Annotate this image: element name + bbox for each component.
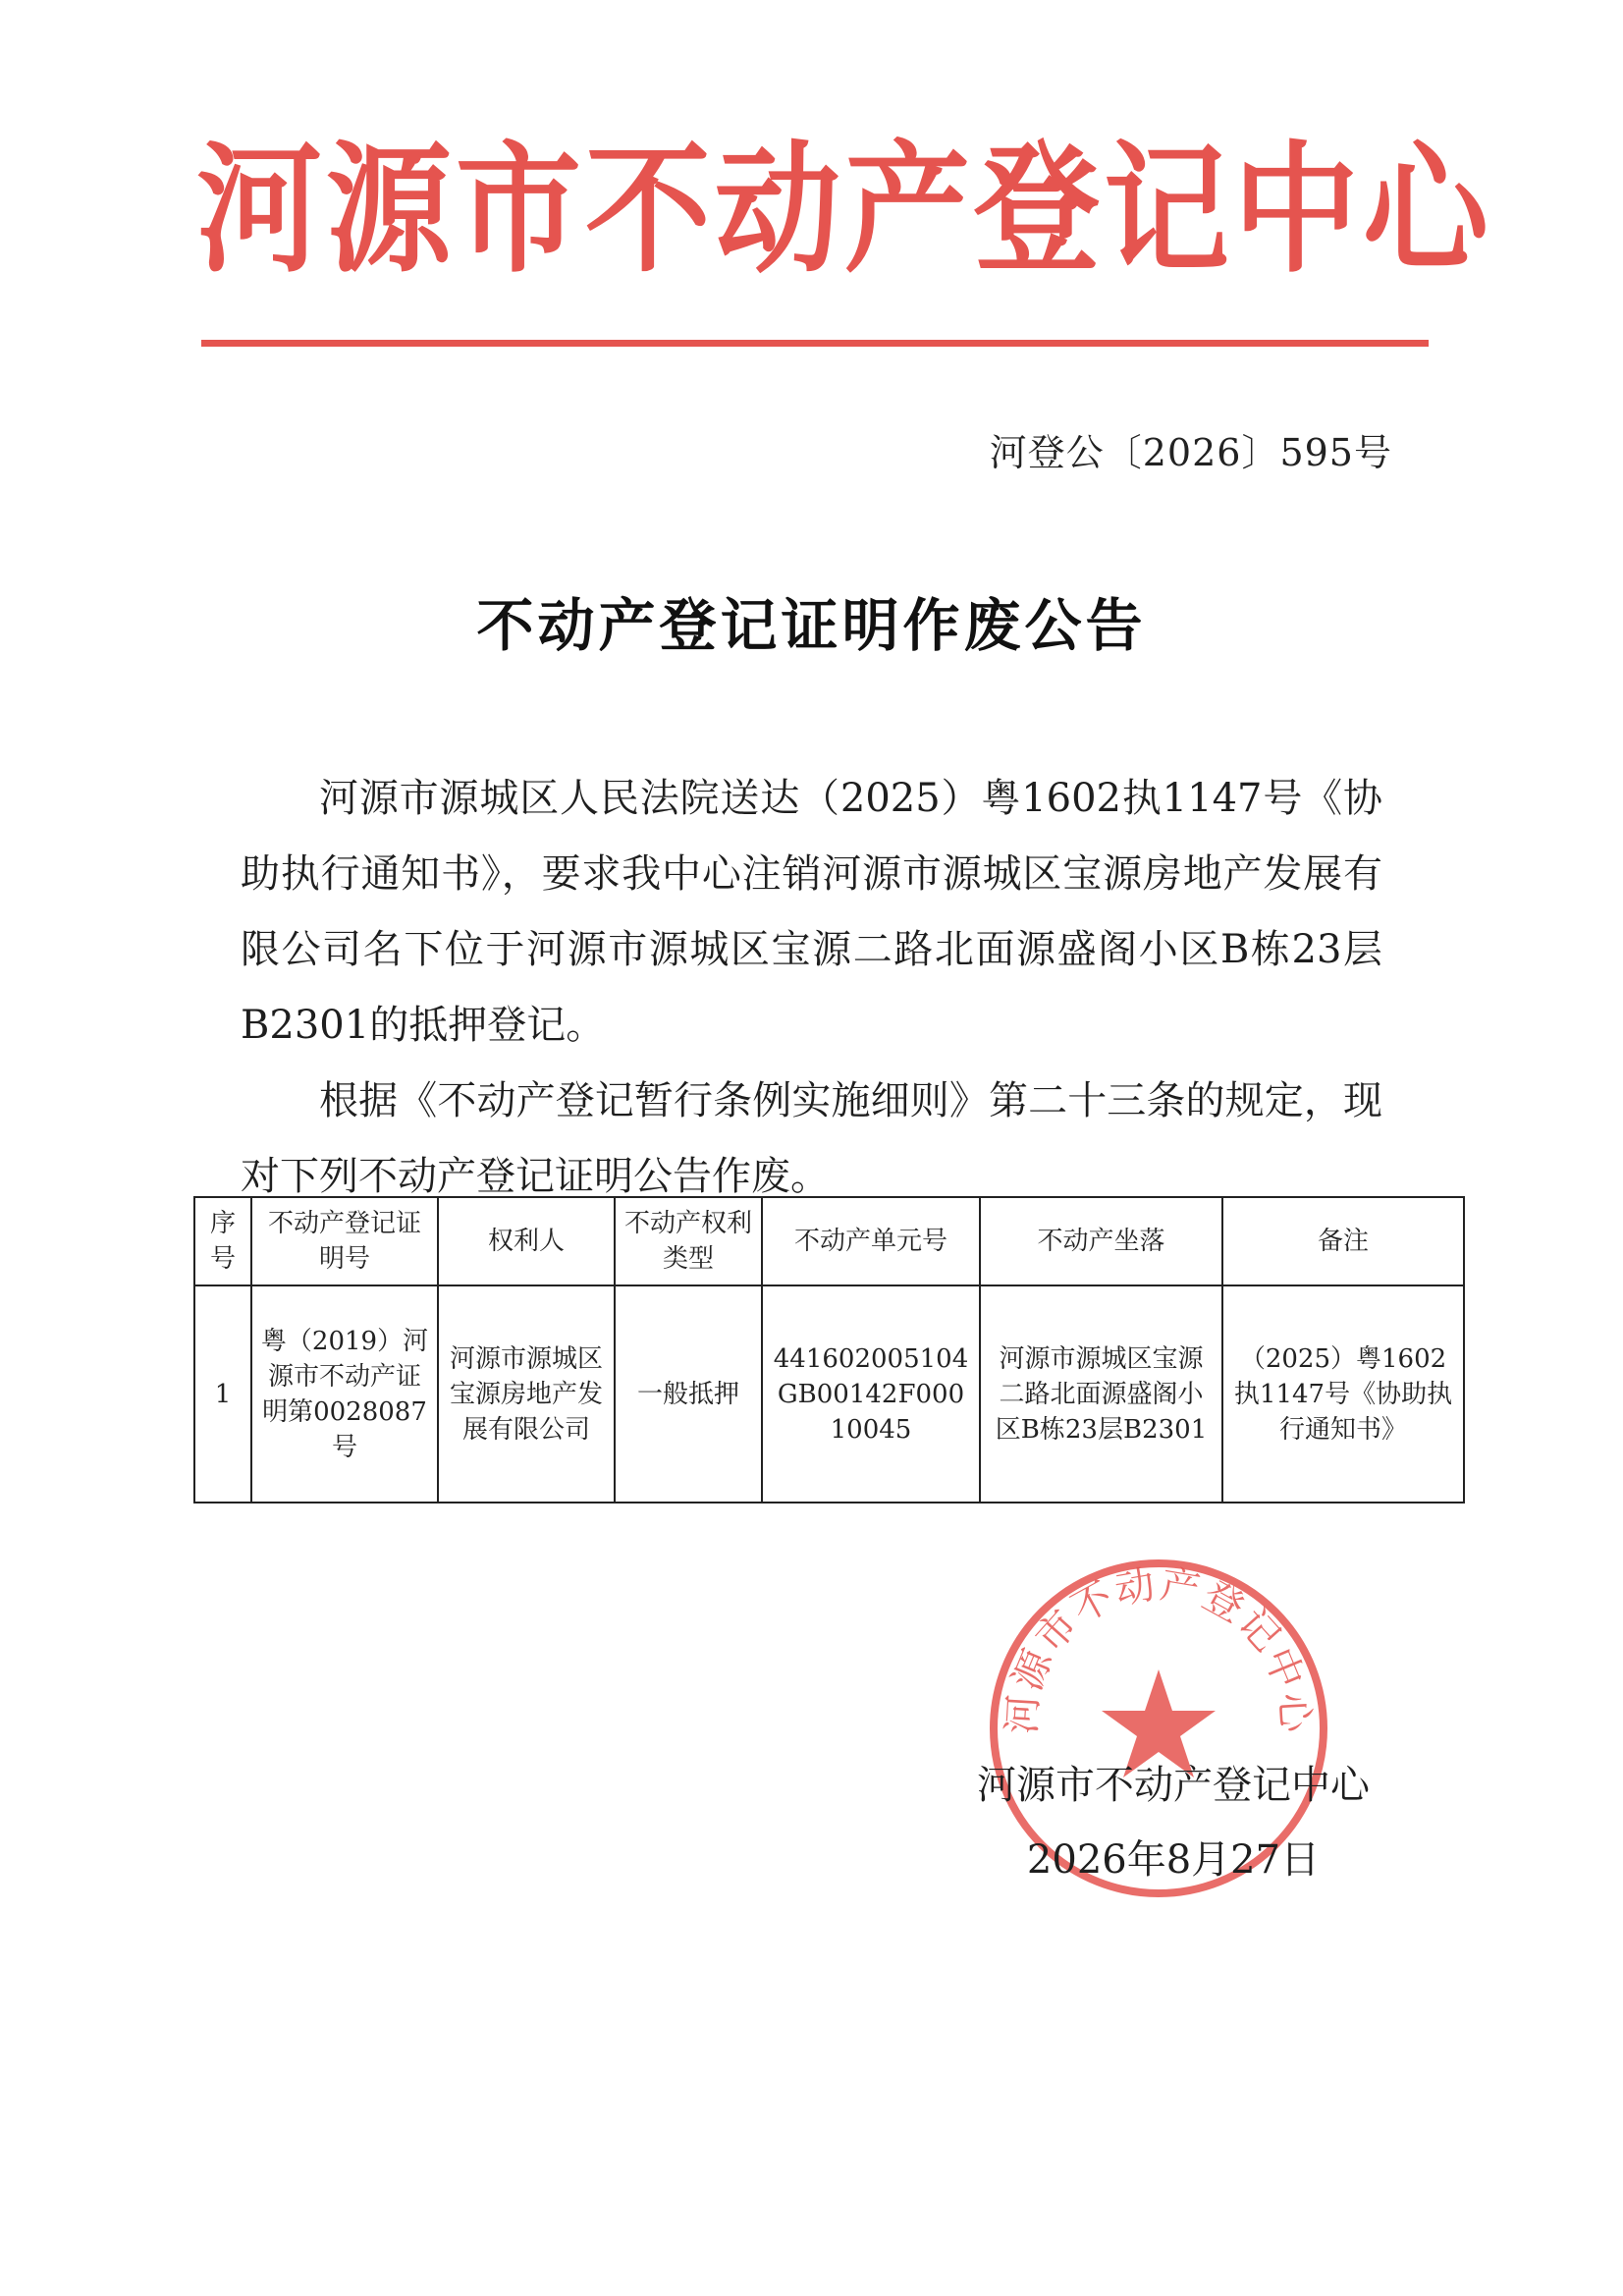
cell-right-type: 一般抵押 — [615, 1285, 762, 1503]
cell-location: 河源市源城区宝源二路北面源盛阁小区B栋23层B2301 — [980, 1285, 1222, 1503]
table-header-row — [194, 1197, 1464, 1285]
cell-unit-no: 441602005104GB00142F00010045 — [762, 1285, 980, 1503]
table-row — [194, 1285, 1464, 1503]
cell-remarks: （2025）粤1602执1147号《协助执行通知书》 — [1222, 1285, 1464, 1503]
header-unit-no: 不动产单元号 — [762, 1197, 980, 1285]
header-location: 不动产坐落 — [980, 1197, 1222, 1285]
header-certificate-no: 不动产登记证明号 — [251, 1197, 438, 1285]
signature-block — [943, 1748, 1404, 1897]
cell-certificate-no: 粤（2019）河源市不动产证明第0028087号 — [251, 1285, 438, 1503]
document-number: 河登公〔2026〕595号 — [989, 431, 1392, 474]
header-serial: 序号 — [194, 1197, 251, 1285]
org-header-title: 河源市不动产登记中心 — [196, 129, 1493, 293]
cell-serial: 1 — [194, 1285, 251, 1503]
body-paragraph: 根据《不动产登记暂行条例实施细则》第二十三条的规定，现对下列不动产登记证明公告作废。 — [241, 1078, 1382, 1199]
cell-right-holder: 河源市源城区宝源房地产发展有限公司 — [438, 1285, 615, 1503]
seal-text: 河源市不动产登记中心 — [1000, 1561, 1318, 1736]
header-red-rule — [201, 340, 1429, 347]
header-right-type: 不动产权利类型 — [615, 1197, 762, 1285]
document-title: 不动产登记证明作废公告 — [476, 592, 1147, 659]
body-paragraph: 河源市源城区人民法院送达（2025）粤1602执1147号《协助执行通知书》，要求我中心注销河源市源城区宝源房地产发展有限公司名下位于河源市源城区宝源二路北面源盛阁小区B栋23层B2301的抵押登记。 — [241, 776, 1382, 1048]
body-text — [241, 761, 1382, 1215]
signature-org: 河源市不动产登记中心 — [977, 1763, 1370, 1808]
signature-date: 2026年8月27日 — [1026, 1837, 1321, 1883]
header-right-holder: 权利人 — [438, 1197, 615, 1285]
header-remarks: 备注 — [1222, 1197, 1464, 1285]
void-certificate-table — [193, 1196, 1465, 1503]
